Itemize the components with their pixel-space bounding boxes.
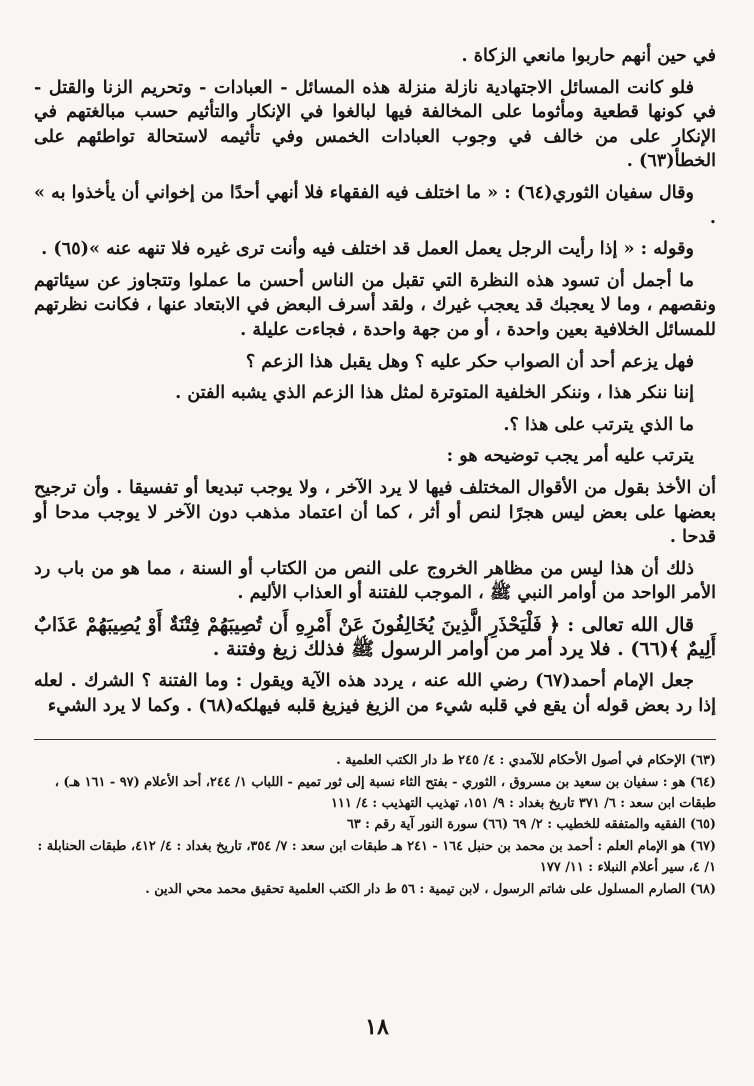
- paragraph-5: ما أجمل أن تسود هذه النظرة التي تقبل من الناس أحسن ما عملوا وتتجاوز عن سيئاتهم ونقصهم ، وما لا يعجبك قد يعجب غيرك ، ولقد أسرف البعض في الابتعاد عنها ، فكانت نظرتهم للمسائل الخلافية بعين واحدة ، أو من جهة واحدة ، فجاءت عليلة .: [34, 269, 716, 340]
- page-number: ١٨: [365, 1014, 389, 1040]
- paragraph-4: وقوله : « إذا رأيت الرجل يعمل العمل قد اختلف فيه وأنت ترى غيره فلا تنهه عنه »(٦٥) .: [41, 238, 694, 260]
- footnote-65-66: (٦٥) الفقيه والمتفقه للخطيب : ٢/ ٦٩ (٦٦) سورة النور آية رقم : ٦٣: [346, 817, 716, 833]
- paragraph-7: إننا ننكر هذا ، وننكر الخلفية المتوترة لمثل هذا الزعم الذي يشبه الفتن .: [175, 382, 694, 404]
- footnote-67: (٦٧) هو الإمام العلم : أحمد بن محمد بن حنبل ١٦٤ - ٢٤١ هـ طبقات ابن سعد : ٧/ ٣٥٤، تاريخ بغداد : ٤/ ٤١٢، طبقات الحنابلة : ١/ ٤، سير أعلام النبلاء : ١١/ ١٧٧: [37, 838, 716, 876]
- paragraph-6: فهل يزعم أحد أن الصواب حكر عليه ؟ وهل يقبل هذا الزعم ؟: [245, 350, 694, 372]
- footnote-64: (٦٤) هو : سفيان بن سعيد بن مسروق ، الثوري - بفتح الثاء نسبة إلى ثور تميم - اللباب ١/ ٢٤٤، أحد الأعلام (٩٧ - ١٦١ هـ) ، طبقات ابن سعد : ٦/ ٣٧١ تاريخ بغداد : ٩/ ١٥١، تهذيب التهذيب : ٤/ ١١١: [54, 774, 716, 812]
- footnotes: [34, 750, 716, 900]
- paragraph-13: جعل الإمام أحمد(٦٧) رضي الله عنه ، يردد هذه الآية ويقول : وما الفتنة ؟ الشرك . لعله إذا رد بعض قوله أن يقع في قلبه شيء من الزيغ فيزيغ قلبه فيهلكه(٦٨) . وكما لا يرد الشيء: [34, 670, 716, 716]
- footnote-63: (٦٣) الإحكام في أصول الأحكام للآمدي : ٤/ ٢٤٥ ط دار الكتب العلمية .: [336, 753, 716, 769]
- paragraph-2: فلو كانت المسائل الاجتهادية نازلة منزلة هذه المسائل - العبادات - وتحريم الزنا والقتل - في كونها قطعية ومأثوما على المخالفة فيها لبالغوا في الإنكار والتأثيم حسب مبالغتهم في الإنكار على من خالف في وجوب العبادات الخمس وفي تأثيمه لاستحالة تواطئهم على الخطأ(٦٣) .: [34, 76, 716, 172]
- footnote-separator: [34, 739, 716, 740]
- main-text: [34, 44, 716, 718]
- paragraph-11: ذلك أن هذا ليس من مظاهر الخروج على النص من الكتاب أو السنة ، مما هو من باب رد الأمر الواحد من أوامر النبي ﷺ ، الموجب للفتنة أو العذاب الأليم .: [34, 557, 716, 604]
- quran-verse-paragraph: قال الله تعالى : ﴿ فَلْيَحْذَرِ الَّذِينَ يُخَالِفُونَ عَنْ أَمْرِهِ أَن تُصِيبَهُمْ فِتْنَةٌ أَوْ يُصِيبَهُمْ عَذَابٌ أَلِيمٌ ﴾(٦٦) . فلا يرد أمر من أوامر الرسول ﷺ فذلك زيغ وفتنة .: [34, 613, 716, 661]
- paragraph-3: وقال سفيان الثوري(٦٤) : « ما اختلف فيه الفقهاء فلا أنهي أحدًا من إخواني أن يأخذوا به » .: [34, 181, 716, 228]
- paragraph-8: ما الذي يترتب على هذا ؟.: [503, 413, 694, 435]
- paragraph-9: يترتب عليه أمر يجب توضيحه هو :: [446, 445, 694, 467]
- paragraph-10: أن الأخذ بقول من الأقوال المختلف فيها لا يرد الآخر ، ولا يوجب تبديعا أو تفسيقا . وأن ترجيح بعضها على بعض ليس هجرًا لنص أو أثر ، كما أن اعتماد مذهب دون الآخر لا يوجب مدحا أو قدحا .: [34, 476, 716, 548]
- footnote-68: (٦٨) الصارم المسلول على شاتم الرسول ، لابن تيمية : ٥٦ ط دار الكتب العلمية تحقيق محمد محي الدين .: [145, 881, 716, 897]
- paragraph-1: في حين أنهم حاربوا مانعي الزكاة .: [461, 45, 716, 66]
